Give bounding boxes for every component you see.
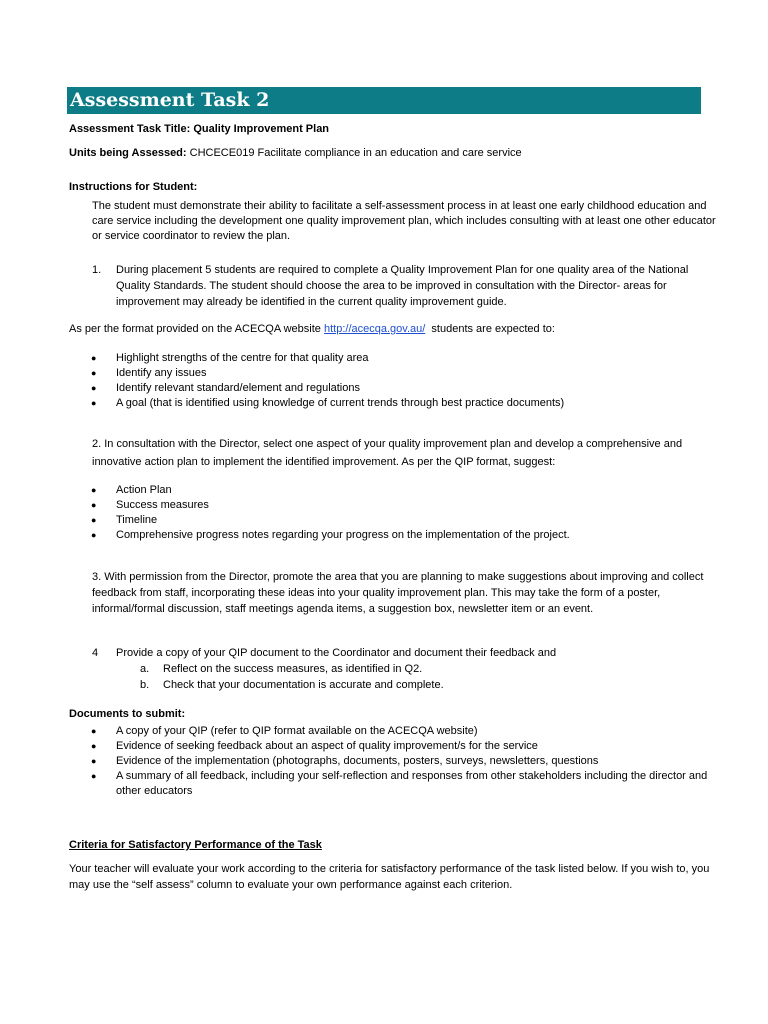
bullet-icon: ● [91, 398, 97, 408]
criteria-heading: Criteria for Satisfactory Performance of the Task [69, 839, 322, 851]
item-4-number: 4 [92, 647, 99, 659]
item-4-line: Provide a copy of your QIP document to the Coordinator and document their feedback and [116, 647, 557, 659]
bullet-icon: ● [91, 368, 97, 378]
format-line [69, 322, 555, 337]
intro-line: or service coordinator to review the plan. [92, 230, 291, 242]
item-2-line: innovative action plan to implement the identified improvement. As per the QIP format, suggest: [92, 456, 556, 468]
task-title-value: Quality Improvement Plan [193, 123, 330, 135]
format-line-pre: As per the format provided on the ACECQA website [69, 323, 321, 335]
acecqa-link[interactable]: http://acecqa.gov.au/ [323, 323, 426, 335]
intro-line: The student must demonstrate their ability to facilitate a self-assessment process in at least one early childhood education and [92, 200, 707, 212]
bullet-icon: ● [91, 756, 97, 766]
sub-item-letter: a. [140, 663, 150, 675]
list-item: Identify relevant standard/element and regulations [116, 382, 360, 394]
list-item: A copy of your QIP (refer to QIP format available on the ACECQA website) [116, 725, 478, 737]
list-item-continuation: other educators [116, 785, 193, 797]
item-2-line: 2. In consultation with the Director, select one aspect of your quality improvement plan and develop a comprehensive and [92, 438, 683, 450]
sub-item-text: Reflect on the success measures, as identified in Q2. [163, 663, 423, 675]
bullet-icon: ● [91, 485, 97, 495]
units-label: Units being Assessed: [69, 147, 187, 159]
intro-line: care service including the development one quality improvement plan, which includes consulting with at least one other educator [92, 215, 716, 227]
list-item: Action Plan [116, 484, 172, 496]
documents-heading: Documents to submit: [69, 708, 186, 720]
item-3-line: feedback from staff, incorporating these ideas into your quality improvement plan. This may take the form of a poster, [92, 587, 661, 599]
list-item: Evidence of the implementation (photographs, documents, posters, surveys, newsletters, questions [116, 755, 599, 767]
criteria-line: Your teacher will evaluate your work according to the criteria for satisfactory performance of the task listed below. If you wish to, you [69, 863, 710, 875]
bullet-icon: ● [91, 500, 97, 510]
bullet-icon: ● [91, 530, 97, 540]
list-item: A goal (that is identified using knowledge of current trends through best practice documents) [116, 397, 565, 409]
item-1-number: 1. [92, 264, 102, 276]
item-3-line: 3. With permission from the Director, promote the area that you are planning to make suggestions about improving and collect [92, 571, 704, 583]
criteria-line: may use the “self assess” column to evaluate your own performance against each criterion. [69, 879, 513, 891]
task-title-label: Assessment Task Title: [69, 123, 191, 135]
list-item: Evidence of seeking feedback about an aspect of quality improvement/s for the service [116, 740, 538, 752]
item-1-line: Quality Standards. The student should choose the area to be improved in consultation with the Director- areas for [116, 280, 667, 292]
list-item: Comprehensive progress notes regarding your progress on the implementation of the project. [116, 529, 570, 541]
bullet-icon: ● [91, 353, 97, 363]
sub-item-text: Check that your documentation is accurate and complete. [163, 679, 444, 691]
bullet-icon: ● [91, 383, 97, 393]
units-row [69, 146, 522, 161]
units-value: CHCECE019 Facilitate compliance in an education and care service [189, 147, 522, 159]
bullet-icon: ● [91, 771, 97, 781]
list-item: Identify any issues [116, 367, 207, 379]
list-item: Timeline [116, 514, 158, 526]
item-3-line: informal/formal discussion, staff meetings agenda items, a suggestion box, newsletter item or an event. [92, 603, 594, 615]
item-1-line: improvement may already be identified in the current quality improvement guide. [116, 296, 507, 308]
sub-item-letter: b. [140, 679, 150, 691]
bullet-icon: ● [91, 741, 97, 751]
list-item: A summary of all feedback, including your self-reflection and responses from other stakeholders including the director and [116, 770, 708, 782]
task-title-row [69, 122, 329, 137]
format-line-post: students are expected to: [431, 323, 555, 335]
bullet-icon: ● [91, 726, 97, 736]
bullet-icon: ● [91, 515, 97, 525]
list-item: Highlight strengths of the centre for that quality area [116, 352, 369, 364]
list-item: Success measures [116, 499, 209, 511]
title-banner [67, 87, 701, 114]
page-title: Assessment Task 2 [70, 89, 270, 111]
instructions-heading: Instructions for Student: [69, 181, 198, 193]
item-1-line: During placement 5 students are required to complete a Quality Improvement Plan for one quality area of the National [116, 264, 689, 276]
